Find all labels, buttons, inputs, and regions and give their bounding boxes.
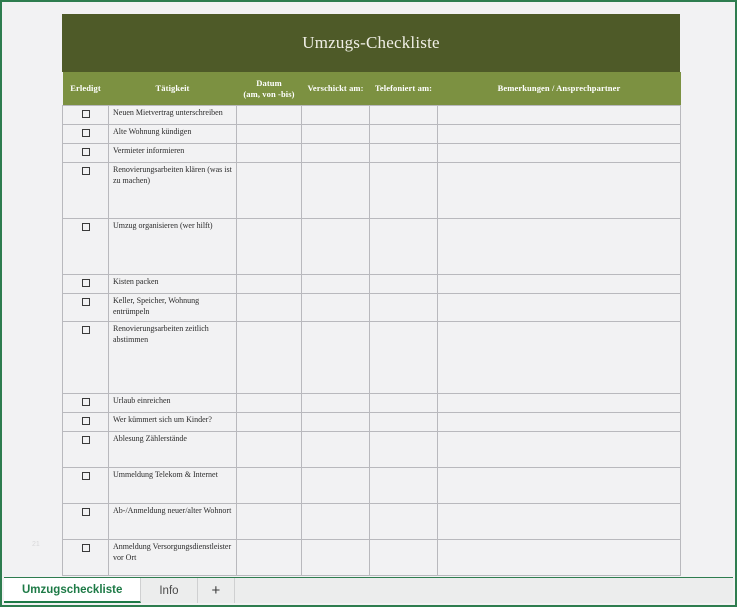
cell-taetigkeit[interactable]: Urlaub einreichen (109, 394, 237, 413)
checkbox-icon[interactable] (82, 129, 90, 137)
cell-taetigkeit[interactable]: Ablesung Zählerstände (109, 432, 237, 468)
checklist-document (62, 14, 680, 576)
cell-datum[interactable] (237, 468, 302, 504)
checkbox-icon[interactable] (82, 436, 90, 444)
checkbox-icon[interactable] (82, 167, 90, 175)
cell-telefoniert-am[interactable] (370, 413, 438, 432)
cell-bemerkungen[interactable] (438, 106, 681, 125)
table-row[interactable] (63, 468, 681, 504)
cell-bemerkungen[interactable] (438, 322, 681, 394)
cell-taetigkeit[interactable]: Kisten packen (109, 275, 237, 294)
cell-erledigt[interactable] (63, 322, 109, 394)
table-row[interactable] (63, 394, 681, 413)
cell-erledigt[interactable] (63, 275, 109, 294)
cell-taetigkeit[interactable]: Neuen Mietvertrag unterschreiben (109, 106, 237, 125)
cell-bemerkungen[interactable] (438, 294, 681, 322)
cell-bemerkungen[interactable] (438, 540, 681, 576)
cell-datum[interactable] (237, 413, 302, 432)
cell-bemerkungen[interactable] (438, 468, 681, 504)
cell-verschickt-am[interactable] (302, 394, 370, 413)
cell-telefoniert-am[interactable] (370, 540, 438, 576)
table-row[interactable] (63, 322, 681, 394)
cell-erledigt[interactable] (63, 125, 109, 144)
cell-telefoniert-am[interactable] (370, 394, 438, 413)
column-header-label: Erledigt (70, 83, 101, 94)
table-row[interactable] (63, 275, 681, 294)
column-header-bemerkungen[interactable] (438, 72, 681, 106)
sheet-canvas[interactable] (4, 4, 733, 578)
cell-telefoniert-am[interactable] (370, 144, 438, 163)
cell-telefoniert-am[interactable] (370, 322, 438, 394)
cell-taetigkeit[interactable]: Anmeldung Versorgungsdienstleister vor Ort (109, 540, 237, 576)
cell-erledigt[interactable] (63, 163, 109, 219)
checkbox-icon[interactable] (82, 417, 90, 425)
cell-verschickt-am[interactable] (302, 163, 370, 219)
cell-telefoniert-am[interactable] (370, 106, 438, 125)
table-row[interactable] (63, 540, 681, 576)
cell-verschickt-am[interactable] (302, 540, 370, 576)
table-body (63, 106, 681, 576)
cell-erledigt[interactable] (63, 432, 109, 468)
cell-bemerkungen[interactable] (438, 432, 681, 468)
cell-datum[interactable] (237, 219, 302, 275)
cell-taetigkeit[interactable]: Vermieter informieren (109, 144, 237, 163)
checkbox-icon[interactable] (82, 279, 90, 287)
cell-taetigkeit[interactable]: Renovierungsarbeiten zeitlich abstimmen (109, 322, 237, 394)
cell-taetigkeit[interactable]: Wer kümmert sich um Kinder? (109, 413, 237, 432)
sheet-tab-info[interactable] (141, 578, 197, 603)
cell-taetigkeit[interactable]: Ab-/Anmeldung neuer/alter Wohnort (109, 504, 237, 540)
cell-datum[interactable] (237, 322, 302, 394)
cell-datum[interactable] (237, 394, 302, 413)
cell-verschickt-am[interactable] (302, 322, 370, 394)
cell-bemerkungen[interactable] (438, 413, 681, 432)
cell-telefoniert-am[interactable] (370, 275, 438, 294)
cell-erledigt[interactable] (63, 294, 109, 322)
row-number-gutter-mark: 21 (32, 541, 40, 548)
cell-verschickt-am[interactable] (302, 125, 370, 144)
column-header-label: Bemerkungen / Ansprechpartner (497, 83, 621, 94)
column-header-label: Telefoniert am: (374, 83, 433, 94)
cell-taetigkeit[interactable]: Ummeldung Telekom & Internet (109, 468, 237, 504)
cell-datum[interactable] (237, 106, 302, 125)
cell-datum[interactable] (237, 432, 302, 468)
cell-verschickt-am[interactable] (302, 504, 370, 540)
column-header-taetigkeit[interactable] (109, 72, 237, 106)
cell-datum[interactable] (237, 125, 302, 144)
cell-telefoniert-am[interactable] (370, 125, 438, 144)
column-header-label: Datum (256, 77, 282, 88)
tab-bar-filler (235, 578, 733, 603)
checkbox-icon[interactable] (82, 110, 90, 118)
cell-erledigt[interactable] (63, 106, 109, 125)
checklist-table (62, 72, 681, 576)
add-sheet-button[interactable] (198, 578, 236, 603)
cell-erledigt[interactable] (63, 394, 109, 413)
cell-erledigt[interactable] (63, 468, 109, 504)
sheet-tab-umzugscheckliste[interactable] (4, 578, 141, 603)
column-header-sublabel: (am, von -bis) (243, 88, 295, 99)
cell-datum[interactable] (237, 294, 302, 322)
cell-verschickt-am[interactable] (302, 413, 370, 432)
cell-bemerkungen[interactable] (438, 504, 681, 540)
cell-datum[interactable] (237, 275, 302, 294)
table-row[interactable] (63, 294, 681, 322)
plus-icon: + (211, 582, 221, 599)
table-row[interactable] (63, 125, 681, 144)
cell-erledigt[interactable] (63, 413, 109, 432)
sheet-tab-label: Info (159, 584, 179, 597)
sheet-tab-label: Umzugscheckliste (22, 583, 123, 596)
table-row[interactable] (63, 163, 681, 219)
checkbox-icon[interactable] (82, 508, 90, 516)
cell-erledigt[interactable] (63, 504, 109, 540)
cell-telefoniert-am[interactable] (370, 294, 438, 322)
cell-taetigkeit[interactable]: Renovierungsarbeiten klären (was ist zu machen) (109, 163, 237, 219)
checkbox-icon[interactable] (82, 326, 90, 334)
cell-bemerkungen[interactable] (438, 394, 681, 413)
title-banner (62, 14, 680, 72)
cell-telefoniert-am[interactable] (370, 504, 438, 540)
cell-bemerkungen[interactable] (438, 275, 681, 294)
checkbox-icon[interactable] (82, 544, 90, 552)
checkbox-icon[interactable] (82, 398, 90, 406)
table-row[interactable] (63, 144, 681, 163)
checkbox-icon[interactable] (82, 298, 90, 306)
table-row[interactable] (63, 219, 681, 275)
cell-datum[interactable] (237, 163, 302, 219)
sheet-tab-bar (4, 577, 733, 603)
table-row[interactable] (63, 413, 681, 432)
cell-bemerkungen[interactable] (438, 219, 681, 275)
cell-erledigt[interactable] (63, 144, 109, 163)
cell-telefoniert-am[interactable] (370, 432, 438, 468)
cell-verschickt-am[interactable] (302, 294, 370, 322)
cell-verschickt-am[interactable] (302, 144, 370, 163)
cell-erledigt[interactable] (63, 219, 109, 275)
cell-verschickt-am[interactable] (302, 432, 370, 468)
column-header-verschickt-am[interactable] (302, 72, 370, 106)
cell-verschickt-am[interactable] (302, 468, 370, 504)
cell-telefoniert-am[interactable] (370, 468, 438, 504)
cell-datum[interactable] (237, 144, 302, 163)
cell-bemerkungen[interactable] (438, 144, 681, 163)
cell-erledigt[interactable] (63, 540, 109, 576)
cell-taetigkeit[interactable]: Keller, Speicher, Wohnung entrümpeln (109, 294, 237, 322)
column-header-telefoniert-am[interactable] (370, 72, 438, 106)
table-row[interactable] (63, 106, 681, 125)
column-header-label: Verschickt am: (307, 83, 364, 94)
table-row[interactable] (63, 504, 681, 540)
cell-telefoniert-am[interactable] (370, 163, 438, 219)
cell-datum[interactable] (237, 504, 302, 540)
cell-datum[interactable] (237, 540, 302, 576)
table-header (63, 72, 681, 106)
page-title: Umzugs-Checkliste (302, 33, 440, 52)
column-header-erledigt[interactable] (63, 72, 109, 106)
cell-bemerkungen[interactable] (438, 125, 681, 144)
checkbox-icon[interactable] (82, 148, 90, 156)
cell-verschickt-am[interactable] (302, 219, 370, 275)
table-header-row (63, 72, 681, 106)
cell-telefoniert-am[interactable] (370, 219, 438, 275)
cell-taetigkeit[interactable]: Umzug organisieren (wer hilft) (109, 219, 237, 275)
table-row[interactable] (63, 432, 681, 468)
cell-verschickt-am[interactable] (302, 275, 370, 294)
column-header-datum[interactable] (237, 72, 302, 106)
checkbox-icon[interactable] (82, 472, 90, 480)
column-header-label: Tätigkeit (155, 83, 190, 94)
cell-bemerkungen[interactable] (438, 163, 681, 219)
cell-taetigkeit[interactable]: Alte Wohnung kündigen (109, 125, 237, 144)
cell-verschickt-am[interactable] (302, 106, 370, 125)
checkbox-icon[interactable] (82, 223, 90, 231)
